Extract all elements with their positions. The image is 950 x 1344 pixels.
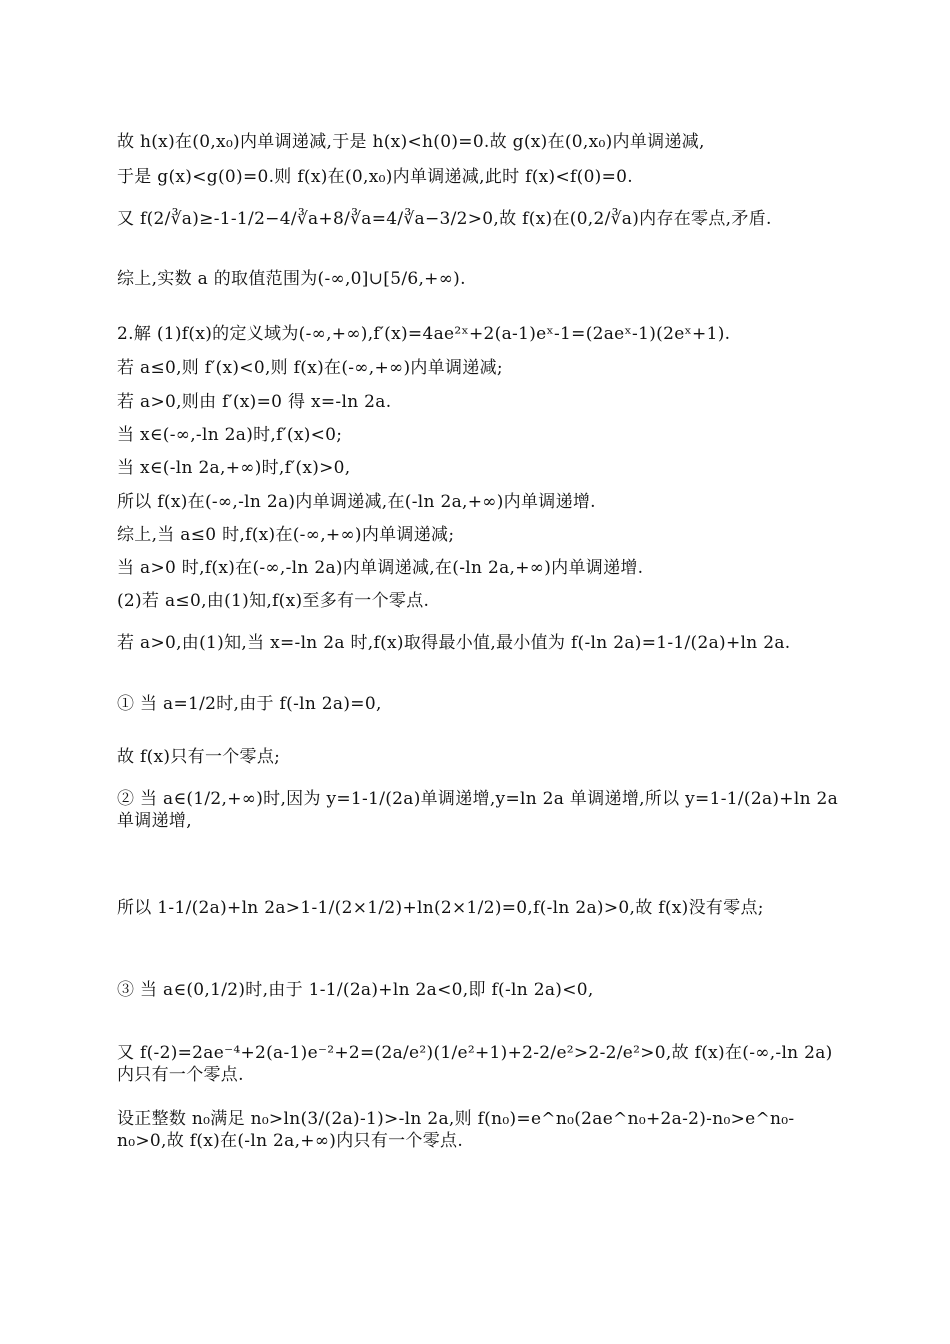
text-line-13: (2)若 a≤0,由(1)知,f(x)至多有一个零点. bbox=[117, 591, 430, 611]
text-line-6: 若 a≤0,则 f′(x)<0,则 f(x)在(-∞,+∞)内单调递减; bbox=[117, 358, 503, 378]
text-line-15: ① 当 a=1/2时,由于 f(-ln 2a)=0, bbox=[117, 694, 382, 714]
text-line-10: 所以 f(x)在(-∞,-ln 2a)内单调递减,在(-ln 2a,+∞)内单调递增. bbox=[117, 492, 596, 512]
text-line-7: 若 a>0,则由 f′(x)=0 得 x=-ln 2a. bbox=[117, 392, 392, 412]
text-line-11: 综上,当 a≤0 时,f(x)在(-∞,+∞)内单调递减; bbox=[117, 525, 455, 545]
text-line-17: ② 当 a∈(1/2,+∞)时,因为 y=1-1/(2a)单调递增,y=ln 2a 单调递增,所以 y=1-1/(2a)+ln 2a 单调递增, bbox=[117, 789, 839, 831]
text-line-4: 综上,实数 a 的取值范围为(-∞,0]∪[5/6,+∞). bbox=[117, 269, 466, 289]
text-line-5: 2.解 (1)f(x)的定义域为(-∞,+∞),f′(x)=4ae²ˣ+2(a-1)eˣ-1=(2aeˣ-1)(2eˣ+1). bbox=[117, 324, 731, 344]
text-line-2: 于是 g(x)<g(0)=0.则 f(x)在(0,x₀)内单调递减,此时 f(x)<f(0)=0. bbox=[117, 167, 633, 187]
text-line-9: 当 x∈(-ln 2a,+∞)时,f′(x)>0, bbox=[117, 458, 351, 478]
text-line-20: 又 f(-2)=2ae⁻⁴+2(a-1)e⁻²+2=(2a/e²)(1/e²+1)+2-2/e²>2-2/e²>0,故 f(x)在(-∞,-ln 2a)内只有一个零点. bbox=[117, 1043, 833, 1085]
text-line-14: 若 a>0,由(1)知,当 x=-ln 2a 时,f(x)取得最小值,最小值为 f(-ln 2a)=1-1/(2a)+ln 2a. bbox=[117, 633, 791, 653]
text-line-8: 当 x∈(-∞,-ln 2a)时,f′(x)<0; bbox=[117, 425, 343, 445]
text-line-3: 又 f(2/∛a)≥-1-1/2−4/∛a+8/∛a=4/∛a−3/2>0,故 f(x)在(0,2/∛a)内存在零点,矛盾. bbox=[117, 209, 772, 229]
text-line-18: 所以 1-1/(2a)+ln 2a>1-1/(2×1/2)+ln(2×1/2)=0,f(-ln 2a)>0,故 f(x)没有零点; bbox=[117, 898, 764, 918]
text-line-12: 当 a>0 时,f(x)在(-∞,-ln 2a)内单调递减,在(-ln 2a,+∞)内单调递增. bbox=[117, 558, 644, 578]
text-line-19: ③ 当 a∈(0,1/2)时,由于 1-1/(2a)+ln 2a<0,即 f(-ln 2a)<0, bbox=[117, 980, 594, 1000]
text-line-21: 设正整数 n₀满足 n₀>ln(3/(2a)-1)>-ln 2a,则 f(n₀)=e^n₀(2ae^n₀+2a-2)-n₀>e^n₀-n₀>0,故 f(x)在(-ln 2a,+∞)内只有一个零点. bbox=[117, 1109, 795, 1151]
text-line-1: 故 h(x)在(0,x₀)内单调递减,于是 h(x)<h(0)=0.故 g(x)在(0,x₀)内单调递减, bbox=[117, 132, 705, 152]
text-line-16: 故 f(x)只有一个零点; bbox=[117, 747, 281, 767]
